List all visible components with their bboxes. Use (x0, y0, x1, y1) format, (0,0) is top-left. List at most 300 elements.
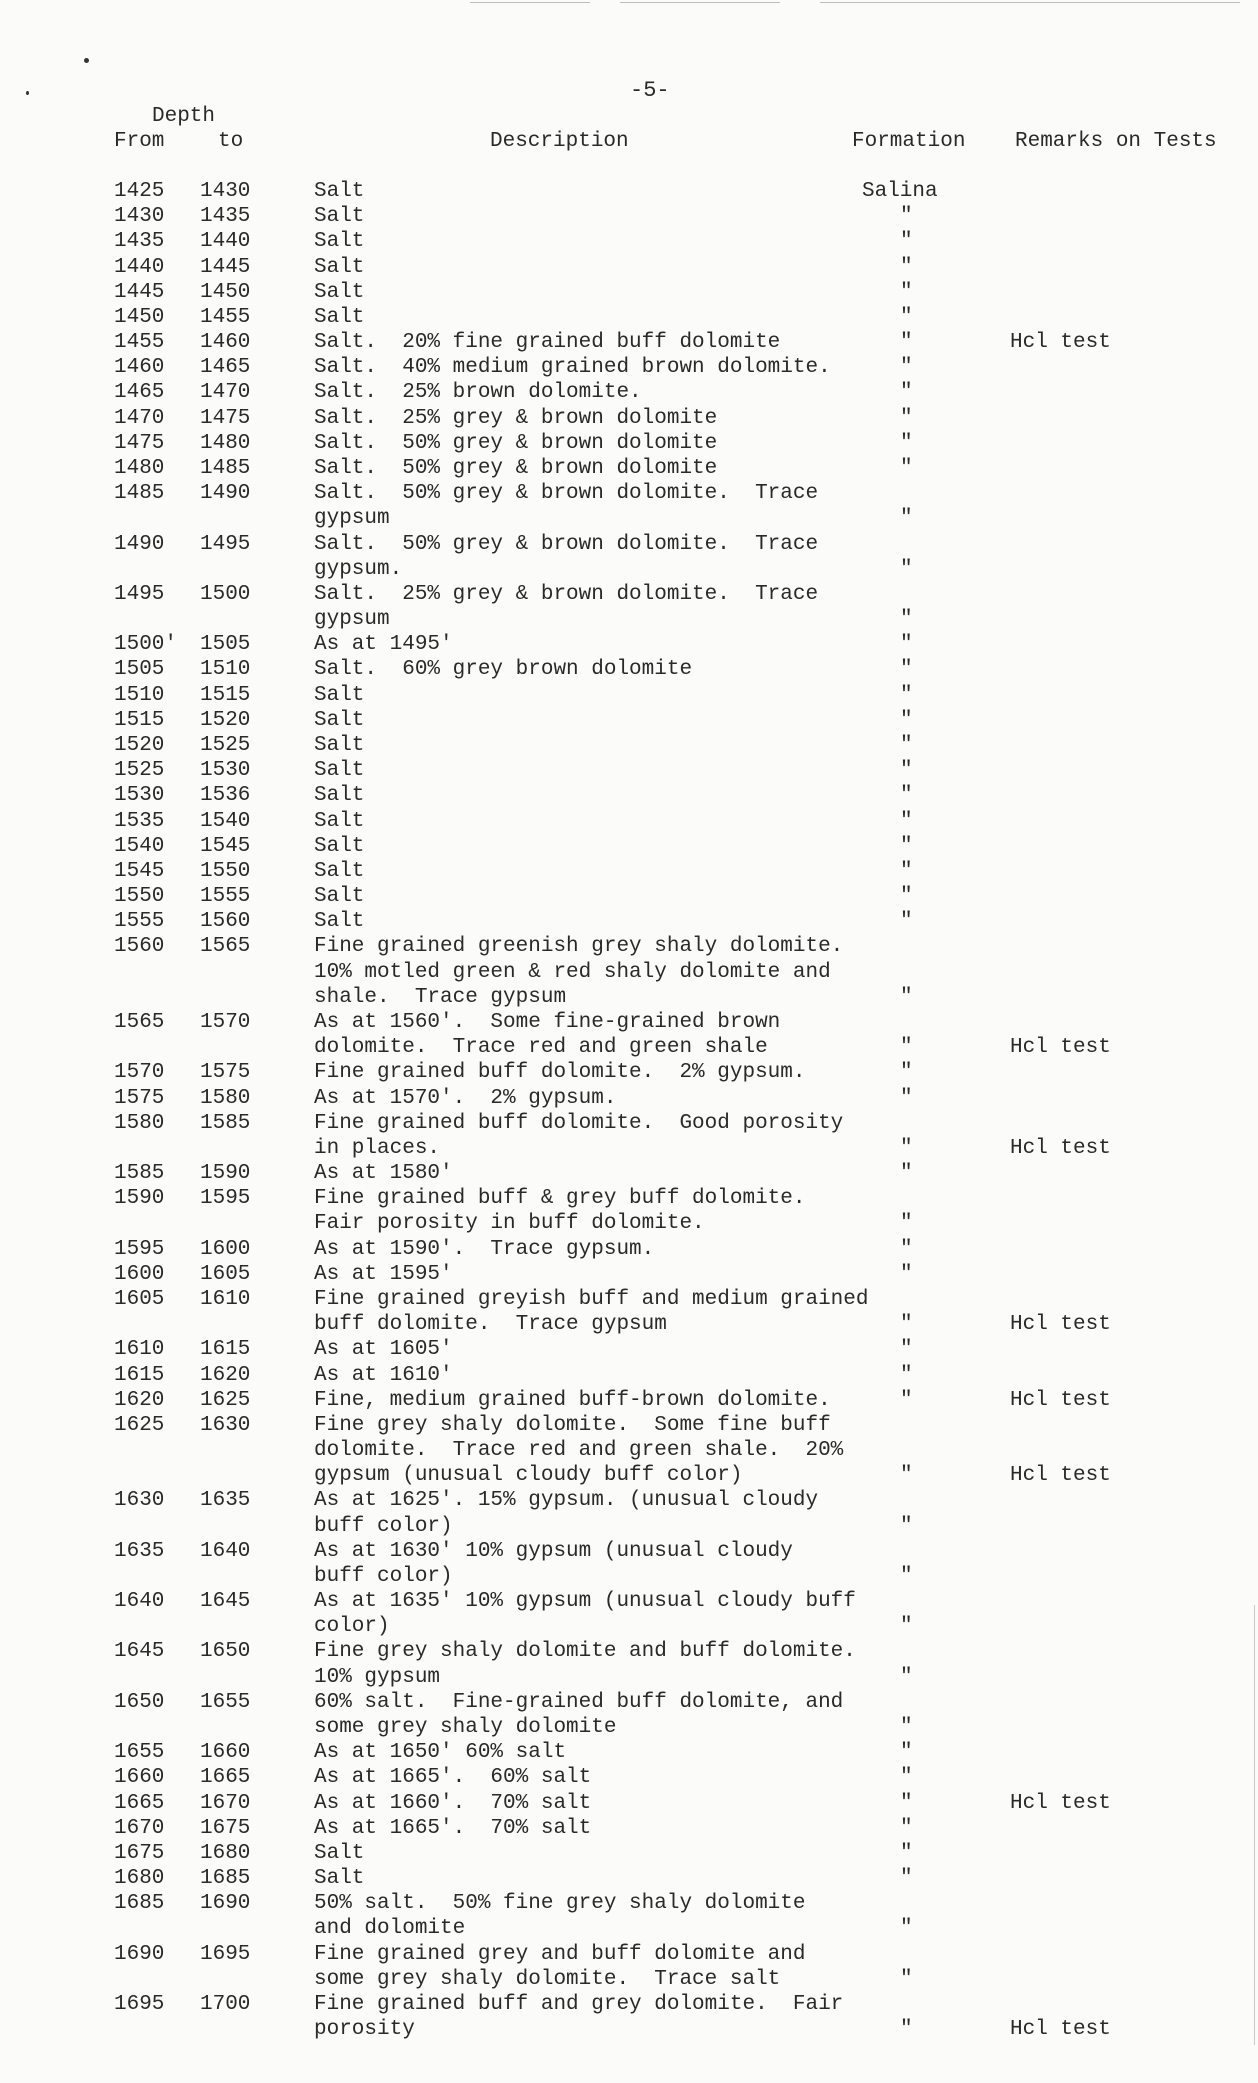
depth-from-cell: 1450 (114, 305, 165, 329)
depth-to-cell: 1630 (200, 1413, 251, 1437)
table-row (0, 204, 1258, 229)
table-row (0, 2017, 1258, 2042)
formation-cell: " (900, 633, 913, 657)
depth-to-cell: 1665 (200, 1766, 251, 1790)
depth-from-cell: 1510 (114, 683, 165, 707)
description-cell: As at 1590'. Trace gypsum. (314, 1237, 655, 1261)
table-row (0, 1010, 1258, 1035)
table-row (0, 1287, 1258, 1312)
description-cell: Salt (314, 1867, 365, 1891)
description-cell: Salt (314, 734, 365, 757)
formation-cell: " (900, 784, 913, 808)
depth-from-cell: 1495 (114, 582, 165, 606)
table-row (0, 179, 1258, 204)
depth-from-cell: 1520 (114, 734, 165, 757)
table-row (0, 657, 1258, 682)
table-row (0, 557, 1258, 582)
table-row (0, 506, 1258, 531)
table-row (0, 1639, 1258, 1664)
table-row (0, 909, 1258, 934)
formation-cell: " (900, 683, 913, 707)
table-row (0, 1413, 1258, 1438)
depth-to-cell: 1575 (200, 1061, 251, 1085)
formation-cell: " (900, 734, 913, 757)
depth-from-cell: 1515 (114, 708, 165, 732)
formation-cell: " (900, 1514, 913, 1538)
depth-from-cell: 1620 (114, 1388, 165, 1412)
table-row (0, 1715, 1258, 1740)
remarks-cell: Hcl test (1010, 1036, 1111, 1060)
description-cell: buff dolomite. Trace gypsum (314, 1313, 667, 1337)
description-cell: some grey shaly dolomite (314, 1716, 617, 1739)
table-row (0, 1363, 1258, 1388)
formation-cell: " (900, 1363, 913, 1387)
table-row (0, 1211, 1258, 1236)
depth-from-cell: 1640 (114, 1590, 165, 1614)
description-cell: Salt. 25% brown dolomite. (314, 381, 642, 405)
depth-to-cell: 1530 (200, 759, 251, 783)
description-cell: Salt (314, 230, 365, 254)
formation-cell: " (900, 1061, 913, 1085)
formation-cell: " (900, 2018, 913, 2042)
description-cell: Fine grained greenish grey shaly dolomite. (314, 935, 844, 959)
description-cell: dolomite. Trace red and green shale (314, 1036, 768, 1060)
table-row (0, 1514, 1258, 1539)
description-cell: 60% salt. Fine-grained buff dolomite, and (314, 1690, 844, 1714)
table-row (0, 1816, 1258, 1841)
depth-to-cell: 1555 (200, 885, 251, 908)
table-row (0, 1438, 1258, 1463)
table-row (0, 1740, 1258, 1765)
table-row (0, 380, 1258, 405)
table-row (0, 783, 1258, 808)
formation-cell: " (900, 1262, 913, 1286)
description-cell: Fine grey shaly dolomite and buff dolomite. (314, 1640, 856, 1664)
depth-from-cell: 1605 (114, 1287, 165, 1311)
formation-cell: " (900, 1036, 913, 1060)
description-cell: Salt (314, 910, 365, 934)
table-row (0, 859, 1258, 884)
table-row (0, 1161, 1258, 1186)
depth-from-cell: 1535 (114, 809, 165, 833)
formation-cell: " (900, 1741, 913, 1765)
table-row (0, 1765, 1258, 1790)
table-row (0, 1967, 1258, 1992)
depth-from-cell: 1625 (114, 1413, 165, 1437)
table-row (0, 960, 1258, 985)
description-cell: porosity (314, 2018, 415, 2042)
description-cell: As at 1625'. 15% gypsum. (unusual cloudy (314, 1489, 819, 1513)
depth-from-cell: 1665 (114, 1791, 165, 1815)
depth-from-cell: 1675 (114, 1841, 165, 1865)
formation-cell: " (900, 859, 913, 883)
description-cell: 10% gypsum (314, 1665, 441, 1689)
depth-from-cell: 1585 (114, 1162, 165, 1185)
description-cell: Salt (314, 834, 365, 858)
depth-to-cell: 1560 (200, 910, 251, 934)
formation-cell: " (900, 1212, 913, 1236)
description-cell: Salt. 50% grey & brown dolomite (314, 431, 718, 455)
table-row (0, 985, 1258, 1010)
formation-cell: " (900, 1665, 913, 1689)
depth-to-cell: 1495 (200, 532, 251, 556)
depth-from-cell: 1490 (114, 532, 165, 556)
description-cell: Salt. 60% grey brown dolomite (314, 658, 693, 682)
description-cell: As at 1665'. 70% salt (314, 1816, 592, 1840)
table-row (0, 1086, 1258, 1111)
formation-cell: " (900, 1237, 913, 1261)
formation-cell: " (900, 834, 913, 858)
formation-cell: " (900, 1791, 913, 1815)
depth-to-cell: 1660 (200, 1741, 251, 1765)
depth-to-cell: 1430 (200, 180, 251, 203)
depth-to-cell: 1655 (200, 1690, 251, 1714)
remarks-cell: Hcl test (1010, 1136, 1111, 1160)
description-cell: gypsum (314, 608, 390, 632)
formation-cell: " (900, 406, 913, 430)
table-row (0, 1035, 1258, 1060)
description-cell: Salt (314, 759, 365, 783)
description-cell: buff color) (314, 1564, 453, 1588)
description-cell: Fine grained buff dolomite. Good porosity (314, 1111, 844, 1135)
description-cell: gypsum. (314, 557, 403, 581)
description-cell: Fine grained buff & grey buff dolomite. (314, 1187, 806, 1211)
description-cell: 50% salt. 50% fine grey shaly dolomite (314, 1892, 806, 1916)
table-row (0, 1488, 1258, 1513)
table-row (0, 1312, 1258, 1337)
description-cell: As at 1630' 10% gypsum (unusual cloudy (314, 1539, 793, 1563)
formation-cell: Salina (862, 180, 938, 203)
depth-to-cell: 1570 (200, 1010, 251, 1034)
table-row (0, 1262, 1258, 1287)
table-row (0, 406, 1258, 431)
depth-to-cell: 1545 (200, 834, 251, 858)
table-row (0, 1992, 1258, 2017)
formation-cell: " (900, 1086, 913, 1110)
depth-to-cell: 1605 (200, 1262, 251, 1286)
description-cell: As at 1495' (314, 633, 453, 657)
table-row (0, 1186, 1258, 1211)
table-row (0, 607, 1258, 632)
table-row (0, 708, 1258, 733)
remarks-cell: Hcl test (1010, 1313, 1111, 1337)
formation-cell: " (900, 708, 913, 732)
formation-cell: " (900, 1388, 913, 1412)
formation-cell: " (900, 658, 913, 682)
depth-to-cell: 1625 (200, 1388, 251, 1412)
depth-from-cell: 1635 (114, 1539, 165, 1563)
table-row (0, 229, 1258, 254)
formation-cell: " (900, 885, 913, 908)
table-row (0, 1841, 1258, 1866)
formation-cell: " (900, 457, 913, 480)
formation-cell: " (900, 557, 913, 581)
table-row (0, 1060, 1258, 1085)
remarks-cell: Hcl test (1010, 1791, 1111, 1815)
depth-to-cell: 1685 (200, 1867, 251, 1891)
description-cell: some grey shaly dolomite. Trace salt (314, 1967, 781, 1991)
table-row (0, 532, 1258, 557)
depth-from-cell: 1505 (114, 658, 165, 682)
depth-to-cell: 1650 (200, 1640, 251, 1664)
depth-from-cell: 1680 (114, 1867, 165, 1891)
description-cell: 10% motled green & red shaly dolomite and (314, 960, 831, 984)
depth-to-cell: 1515 (200, 683, 251, 707)
depth-from-cell: 1470 (114, 406, 165, 430)
header-from: From (114, 130, 165, 153)
formation-cell: " (900, 809, 913, 833)
table-row (0, 1111, 1258, 1136)
description-cell: gypsum (unusual cloudy buff color) (314, 1464, 743, 1488)
table-row (0, 1337, 1258, 1362)
table-row (0, 1916, 1258, 1941)
formation-cell: " (900, 381, 913, 405)
table-row (0, 1136, 1258, 1161)
depth-to-cell: 1640 (200, 1539, 251, 1563)
depth-to-cell: 1670 (200, 1791, 251, 1815)
depth-to-cell: 1465 (200, 356, 251, 380)
table-row (0, 884, 1258, 909)
formation-cell: " (900, 1615, 913, 1639)
formation-cell: " (900, 205, 913, 229)
scan-right-edge (1254, 1605, 1255, 2045)
table-row (0, 733, 1258, 758)
depth-from-cell: 1445 (114, 280, 165, 304)
formation-cell: " (900, 910, 913, 934)
depth-from-cell: 1580 (114, 1111, 165, 1135)
depth-to-cell: 1440 (200, 230, 251, 254)
formation-cell: " (900, 431, 913, 455)
description-cell: Salt (314, 305, 365, 329)
description-cell: Fine grey shaly dolomite. Some fine buff (314, 1413, 831, 1437)
table-row (0, 582, 1258, 607)
depth-from-cell: 1645 (114, 1640, 165, 1664)
header-description: Description (490, 130, 629, 153)
depth-from-cell: 1430 (114, 205, 165, 229)
remarks-cell: Hcl test (1010, 331, 1111, 355)
description-cell: Salt (314, 180, 365, 203)
table-row (0, 809, 1258, 834)
depth-from-cell: 1435 (114, 230, 165, 254)
description-cell: Salt. 50% grey & brown dolomite. Trace (314, 482, 819, 506)
description-cell: As at 1605' (314, 1338, 453, 1362)
table-row (0, 1942, 1258, 1967)
depth-from-cell: 1545 (114, 859, 165, 883)
formation-cell: " (900, 305, 913, 329)
formation-cell: " (900, 1917, 913, 1941)
description-cell: Salt (314, 708, 365, 732)
description-cell: Salt (314, 280, 365, 304)
description-cell: gypsum (314, 507, 390, 531)
page-number: -5- (630, 78, 670, 103)
description-cell: Fair porosity in buff dolomite. (314, 1212, 705, 1236)
depth-from-cell: 1695 (114, 1993, 165, 2016)
description-cell: Salt. 40% medium grained brown dolomite. (314, 356, 831, 380)
table-row (0, 481, 1258, 506)
table-row (0, 758, 1258, 783)
description-cell: Fine grained greyish buff and medium grained (314, 1287, 869, 1311)
depth-from-cell: 1690 (114, 1942, 165, 1966)
description-cell: Salt (314, 1841, 365, 1865)
formation-cell: " (900, 1816, 913, 1840)
depth-to-cell: 1480 (200, 431, 251, 455)
depth-to-cell: 1536 (200, 784, 251, 808)
formation-cell: " (900, 759, 913, 783)
depth-from-cell: 1610 (114, 1338, 165, 1362)
remarks-cell: Hcl test (1010, 1464, 1111, 1488)
depth-to-cell: 1600 (200, 1237, 251, 1261)
depth-from-cell: 1425 (114, 180, 165, 203)
depth-from-cell: 1590 (114, 1187, 165, 1211)
description-cell: Salt (314, 784, 365, 808)
formation-cell: " (900, 1967, 913, 1991)
formation-cell: " (900, 1766, 913, 1790)
description-cell: in places. (314, 1136, 441, 1160)
depth-from-cell: 1455 (114, 331, 165, 355)
description-cell: Salt (314, 859, 365, 883)
description-cell: Fine grained grey and buff dolomite and (314, 1942, 806, 1966)
description-cell: As at 1570'. 2% gypsum. (314, 1086, 617, 1110)
description-cell: Salt (314, 809, 365, 833)
table-row (0, 1539, 1258, 1564)
depth-to-cell: 1460 (200, 331, 251, 355)
table-row (0, 431, 1258, 456)
depth-to-cell: 1475 (200, 406, 251, 430)
formation-cell: " (900, 1162, 913, 1185)
depth-to-cell: 1550 (200, 859, 251, 883)
depth-from-cell: 1575 (114, 1086, 165, 1110)
formation-cell: " (900, 1136, 913, 1160)
formation-cell: " (900, 1338, 913, 1362)
depth-from-cell: 1540 (114, 834, 165, 858)
description-cell: Fine grained buff and grey dolomite. Fair (314, 1993, 844, 2016)
description-cell: Salt (314, 205, 365, 229)
header-to: to (218, 130, 244, 153)
depth-to-cell: 1505 (200, 633, 251, 657)
depth-to-cell: 1485 (200, 457, 251, 480)
description-cell: Salt (314, 885, 365, 908)
formation-cell: " (900, 608, 913, 632)
depth-from-cell: 1595 (114, 1237, 165, 1261)
table-row (0, 1791, 1258, 1816)
depth-to-cell: 1695 (200, 1942, 251, 1966)
description-cell: As at 1635' 10% gypsum (unusual cloudy buff (314, 1590, 856, 1614)
table-row (0, 1891, 1258, 1916)
depth-from-cell: 1560 (114, 935, 165, 959)
depth-to-cell: 1680 (200, 1841, 251, 1865)
formation-cell: " (900, 1464, 913, 1488)
depth-from-cell: 1670 (114, 1816, 165, 1840)
remarks-cell: Hcl test (1010, 2018, 1111, 2042)
description-cell: As at 1660'. 70% salt (314, 1791, 592, 1815)
description-cell: Fine grained buff dolomite. 2% gypsum. (314, 1061, 806, 1085)
description-cell: shale. Trace gypsum (314, 985, 567, 1009)
depth-to-cell: 1445 (200, 255, 251, 279)
formation-cell: " (900, 1564, 913, 1588)
depth-from-cell: 1570 (114, 1061, 165, 1085)
table-row (0, 1463, 1258, 1488)
formation-cell: " (900, 1313, 913, 1337)
description-cell: Salt. 20% fine grained buff dolomite (314, 331, 781, 355)
description-cell: color) (314, 1615, 390, 1639)
depth-to-cell: 1525 (200, 734, 251, 757)
depth-from-cell: 1655 (114, 1741, 165, 1765)
table-row (0, 305, 1258, 330)
table-row (0, 280, 1258, 305)
formation-cell: " (900, 1841, 913, 1865)
depth-to-cell: 1700 (200, 1993, 251, 2016)
table-row (0, 1690, 1258, 1715)
depth-to-cell: 1490 (200, 482, 251, 506)
description-cell: Salt. 50% grey & brown dolomite (314, 457, 718, 480)
table-row (0, 1237, 1258, 1262)
formation-cell: " (900, 230, 913, 254)
table-row (0, 1866, 1258, 1891)
table-row (0, 1614, 1258, 1639)
table-row (0, 330, 1258, 355)
remarks-cell: Hcl test (1010, 1388, 1111, 1412)
depth-to-cell: 1470 (200, 381, 251, 405)
table-row (0, 355, 1258, 380)
depth-to-cell: 1690 (200, 1892, 251, 1916)
depth-from-cell: 1660 (114, 1766, 165, 1790)
depth-from-cell: 1475 (114, 431, 165, 455)
formation-cell: " (900, 1716, 913, 1739)
table-row (0, 934, 1258, 959)
description-cell: As at 1610' (314, 1363, 453, 1387)
formation-cell: " (900, 1867, 913, 1891)
depth-from-cell: 1650 (114, 1690, 165, 1714)
scan-speck (26, 91, 29, 95)
description-cell: As at 1665'. 60% salt (314, 1766, 592, 1790)
header-depth: Depth (152, 105, 216, 128)
formation-cell: " (900, 356, 913, 380)
depth-from-cell: 1460 (114, 356, 165, 380)
formation-cell: " (900, 985, 913, 1009)
scan-top-edge (0, 0, 1258, 8)
depth-to-cell: 1595 (200, 1187, 251, 1211)
depth-to-cell: 1580 (200, 1086, 251, 1110)
depth-from-cell: 1615 (114, 1363, 165, 1387)
depth-to-cell: 1585 (200, 1111, 251, 1135)
header-remarks: Remarks on Tests (1015, 130, 1217, 153)
table-row (0, 683, 1258, 708)
depth-from-cell: 1465 (114, 381, 165, 405)
depth-from-cell: 1485 (114, 482, 165, 506)
description-cell: dolomite. Trace red and green shale. 20% (314, 1439, 844, 1462)
formation-cell: " (900, 280, 913, 304)
table-row (0, 834, 1258, 859)
formation-cell: " (900, 331, 913, 355)
description-cell: Salt. 50% grey & brown dolomite. Trace (314, 532, 819, 556)
depth-from-cell: 1500' (114, 633, 178, 657)
table-row (0, 456, 1258, 481)
description-cell: Salt. 25% grey & brown dolomite (314, 406, 718, 430)
depth-from-cell: 1530 (114, 784, 165, 808)
description-cell: As at 1650' 60% salt (314, 1741, 567, 1765)
depth-from-cell: 1565 (114, 1010, 165, 1034)
table-row (0, 1388, 1258, 1413)
depth-to-cell: 1675 (200, 1816, 251, 1840)
formation-cell: " (900, 255, 913, 279)
description-cell: As at 1595' (314, 1262, 453, 1286)
depth-from-cell: 1525 (114, 759, 165, 783)
depth-from-cell: 1600 (114, 1262, 165, 1286)
table-row (0, 255, 1258, 280)
depth-to-cell: 1435 (200, 205, 251, 229)
description-cell: and dolomite (314, 1917, 466, 1941)
scan-speck (84, 58, 89, 63)
